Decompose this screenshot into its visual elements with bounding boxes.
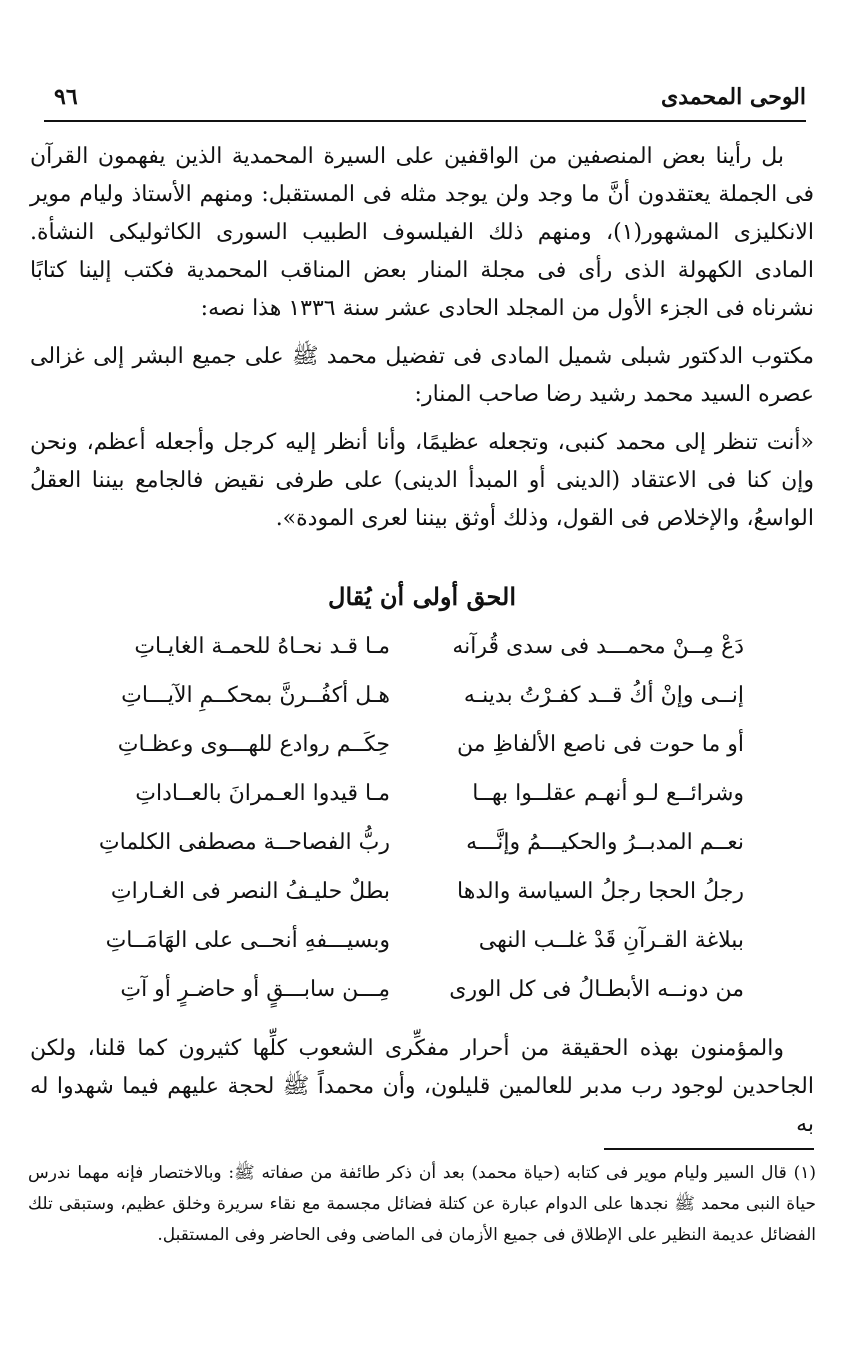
paragraph-letter-quote: «أنت تنظر إلى محمد كنبى، وتجعله عظيمًا، وأنا أنظر إليه كرجل وأجعله أعظم، ونحن وإن كنا فى الاعتقاد (الدينى أو المبدأ الدينى) على طرفى نقيض فالجامع بيننا العقلُ الواسعُ، والإخلاص فى القول، وذلك أوثق بيننا لعرى المودة». <box>30 430 814 531</box>
verse-first-hemistich: نعــم المدبــرُ والحكيـــمُ وإنَّـــه <box>466 830 744 855</box>
paragraph-intro: بل رأينا بعض المنصفين من الواقفين على السيرة المحمدية الذين يفهمون القرآن فى الجملة يعتقدون أنَّ ما وجد ولن يوجد مثله فى المستقبل: ومنهم الأستاذ وليام موير الانكليزى المشهور(١)، ومنهم ذلك الفيلسوف الطبيب السورى الكاثوليكى النشأة. المادى الكهولة الذى رأى فى مجلة المنار بعض المناقب المحمدية فكتب إلينا كتابًا نشرناه فى الجزء الأول من المجلد الحادى عشر سنة ١٣٣٦ هذا نصه: <box>30 144 814 321</box>
poem-verse <box>70 830 744 879</box>
poem-verse <box>70 879 744 928</box>
verse-second-hemistich: ربُّ الفصاحــة مصطفى الكلماتِ <box>98 830 390 855</box>
verse-first-hemistich: إنــى وإنْ أكُ قــد كفـرْتُ بدينـه <box>463 683 744 708</box>
footnote-rule <box>604 1148 814 1150</box>
verse-first-hemistich: دَعْ مِــنْ محمـــد فى سدى قُرآنه <box>452 634 744 659</box>
paragraph-after-poem: والمؤمنون بهذه الحقيقة من أحرار مفكِّرى الشعوب كلِّها كثيرون كما قلنا، ولكن الجاحدين لوجود رب مدبر للعالمين قليلون، وأن محمداً ﷺ لحجة عليهم فيما شهدوا له به <box>30 1036 815 1137</box>
verse-first-hemistich: رجلُ الحجا رجلُ السياسة والدها <box>457 879 744 904</box>
main-text <box>30 138 814 538</box>
poem-verse <box>70 977 744 1026</box>
poem-verse <box>70 634 744 683</box>
running-header <box>44 80 806 120</box>
verse-second-hemistich: مـا قيدوا العـمرانَ بالعــاداتِ <box>135 781 390 806</box>
verse-second-hemistich: هـل أكفُــرنَّ بمحكــمِ الآيـــاتِ <box>121 683 390 708</box>
running-title: الوحى المحمدى <box>661 84 806 110</box>
verse-second-hemistich: حِكَــم روادع للهـــوى وعظـاتِ <box>117 732 390 757</box>
verse-first-hemistich: من دونــه الأبطـالُ فى كل الورى <box>449 977 744 1002</box>
page-number: ٩٦ <box>54 84 78 110</box>
poem-verse <box>70 732 744 781</box>
poem-verse <box>70 683 744 732</box>
footnote: (١) قال السير وليام موير فى كتابه (حياة محمد) بعد أن ذكر طائفة من صفاته ﷺ: وبالاختصار فإنه مهما ندرس حياة النبى محمد ﷺ نجدها على الدوام عبارة عن كتلة فضائل مجسمة مع نقاء سريرة وخلق عظيم، وستبقى تلك الفضائل عديمة النظير على الإطلاق فى جميع الأزمان فى الماضى وفى الحاضر وفى المستقبل. <box>28 1163 816 1245</box>
poem-verse <box>70 781 744 830</box>
poem-title: الحق أولى أن يُقال <box>328 582 516 611</box>
closing-text <box>30 1030 814 1144</box>
verse-second-hemistich: بطلٌ حليـفُ النصر فى الغـاراتِ <box>110 879 390 904</box>
poem <box>70 634 744 1026</box>
verse-second-hemistich: مِـــن سابـــقٍ أو حاضـرٍ أو آتِ <box>120 977 390 1002</box>
verse-second-hemistich: وبسيـــفهِ أنحــى على الهَامَــاتِ <box>105 928 390 953</box>
verse-first-hemistich: وشرائــع لـو أنهـم عقلــوا بهــا <box>472 781 744 806</box>
verse-first-hemistich: ببلاغة القـرآنِ قَدْ غلــب النهى <box>478 928 744 953</box>
poem-verse <box>70 928 744 977</box>
verse-first-hemistich: أو ما حوت فى ناصع الألفاظِ من <box>457 732 744 757</box>
header-rule <box>44 120 806 122</box>
paragraph-letter-heading: مكتوب الدكتور شبلى شميل المادى فى تفضيل محمد ﷺ على جميع البشر إلى غزالى عصره السيد محمد رشيد رضا صاحب المنار: <box>30 344 814 407</box>
verse-second-hemistich: مـا قـد نحـاهُ للحمـة الغايـاتِ <box>134 634 390 659</box>
